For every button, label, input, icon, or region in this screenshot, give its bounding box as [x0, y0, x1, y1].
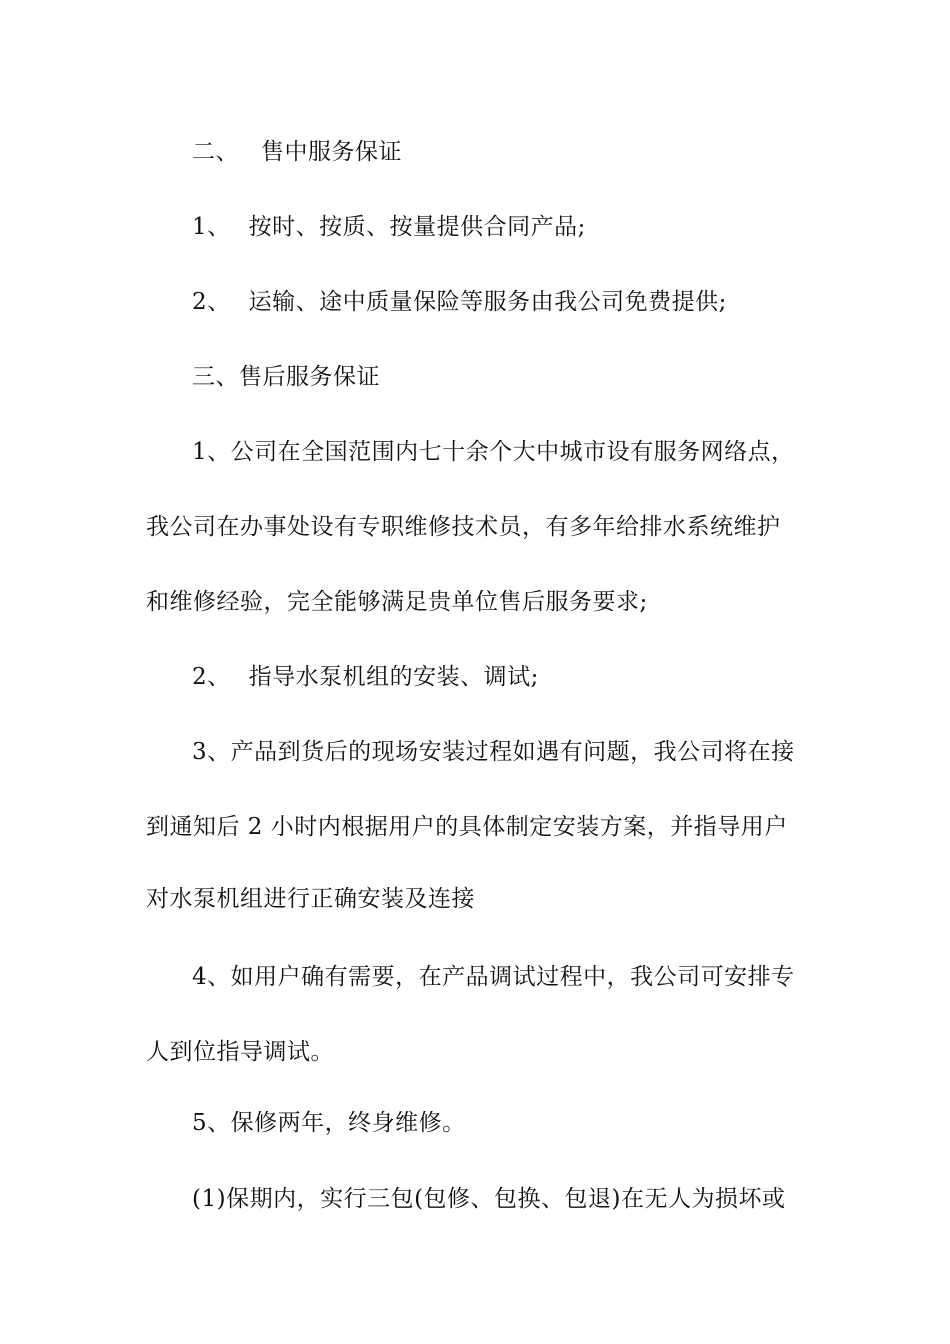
item-text: 指导水泵机组的安装、调试;: [248, 664, 539, 690]
section-heading-2: [192, 137, 402, 167]
paragraph-line: 对水泵机组进行正确安装及连接: [146, 886, 475, 912]
paragraph-line: (1)保期内，实行三包(包修、包换、包退)在无人为损坏或: [192, 1186, 786, 1212]
item-number: 1、: [192, 214, 231, 240]
paragraph-line: 4、如用户确有需要，在产品调试过程中，我公司可安排专: [192, 964, 795, 990]
paragraph-line: 5、保修两年，终身维修。: [192, 1110, 466, 1136]
list-item: [192, 287, 727, 317]
section-title: 售中服务保证: [261, 139, 402, 165]
list-item: [192, 662, 539, 692]
list-item: [192, 212, 586, 242]
paragraph-line: 和维修经验，完全能够满足贵单位售后服务要求;: [146, 589, 648, 615]
section-heading-3: 三、售后服务保证: [192, 364, 380, 390]
paragraph-line: 人到位指导调试。: [146, 1039, 334, 1065]
item-number: 2、: [192, 289, 231, 315]
section-number: 二、: [192, 139, 239, 165]
paragraph-line: 我公司在办事处设有专职维修技术员，有多年给排水系统维护: [146, 514, 781, 540]
paragraph-line: 3、产品到货后的现场安装过程如遇有问题，我公司将在接: [192, 739, 795, 765]
paragraph-line: 到通知后 2 小时内根据用户的具体制定安装方案，并指导用户: [146, 814, 788, 840]
item-number: 2、: [192, 664, 231, 690]
item-text: 运输、途中质量保险等服务由我公司免费提供;: [248, 289, 727, 315]
item-text: 按时、按质、按量提供合同产品;: [248, 214, 586, 240]
paragraph-line: 1、公司在全国范围内七十余个大中城市设有服务网络点，: [192, 439, 795, 465]
